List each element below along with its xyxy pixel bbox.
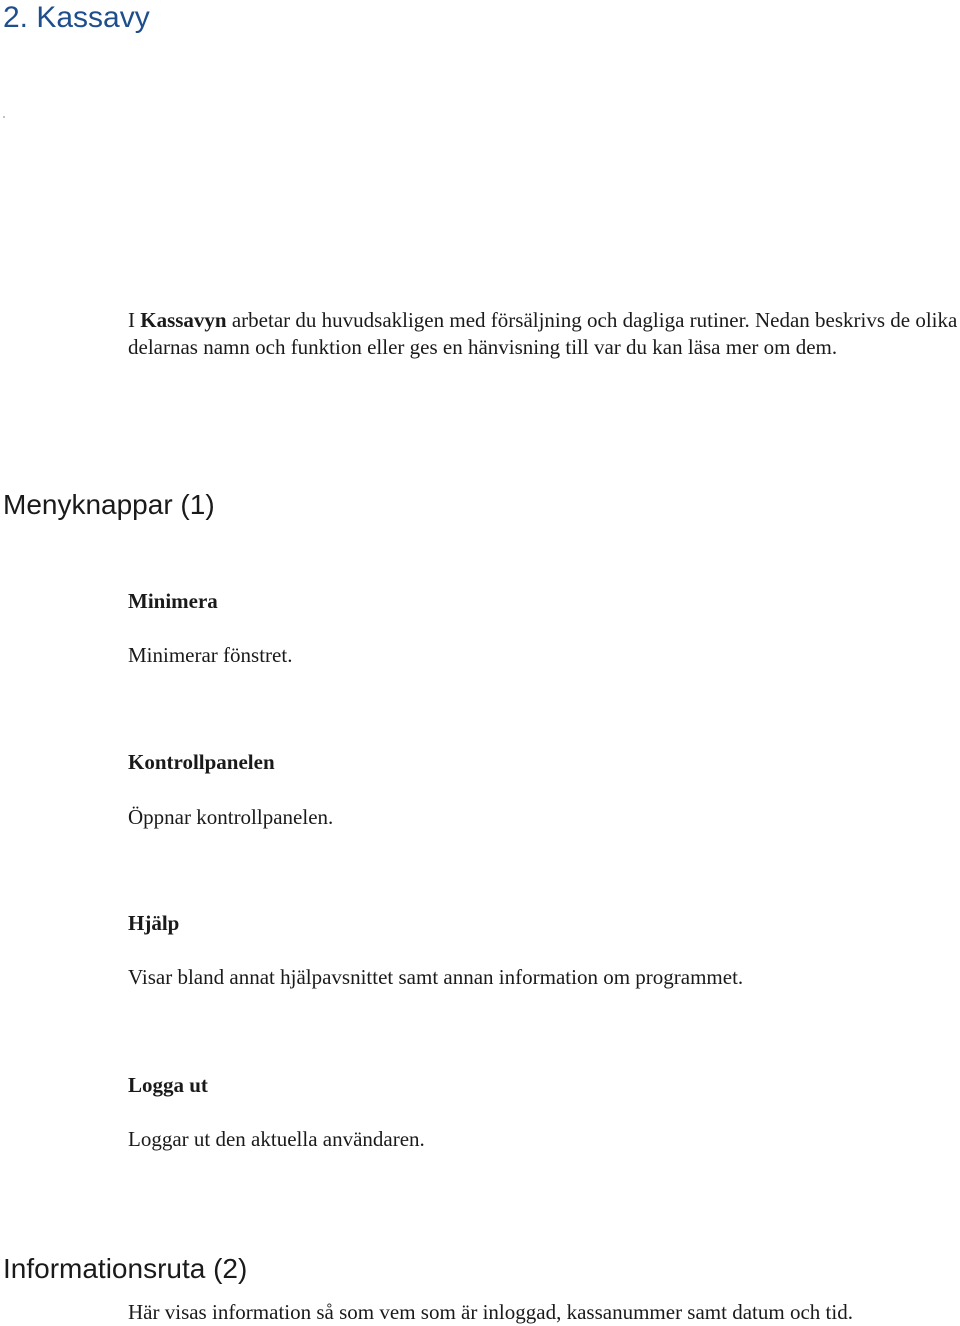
item-desc-informationsruta: Här visas information så som vem som är inloggad, kassanummer samt datum och tid.	[128, 1300, 853, 1324]
item-desc-hjalp: Visar bland annat hjälpavsnittet samt annan information om programmet.	[128, 965, 744, 989]
section-heading-informationsruta: Informationsruta (2)	[3, 1253, 248, 1284]
item-title-hjalp: Hjälp	[128, 911, 180, 935]
item-title-kontrollpanelen: Kontrollpanelen	[128, 750, 275, 774]
item-desc-minimera: Minimerar fönstret.	[128, 643, 293, 667]
intro-bold-term: Kassavyn	[140, 308, 227, 332]
item-desc-kontrollpanelen: Öppnar kontrollpanelen.	[128, 805, 334, 829]
stray-dot	[3, 116, 5, 118]
intro-text: arbetar du huvudsakligen med försäljning och dagliga rutiner. Nedan beskrivs de olika delarnas namn och funktion eller ges en hänvisning till var du kan läsa mer om dem.	[128, 308, 958, 359]
intro-paragraph	[128, 307, 958, 360]
item-title-minimera: Minimera	[128, 589, 218, 613]
section-heading-menyknappar: Menyknappar (1)	[3, 489, 215, 520]
intro-prefix: I	[128, 308, 141, 332]
item-title-logga-ut: Logga ut	[128, 1073, 208, 1097]
item-desc-logga-ut: Loggar ut den aktuella användaren.	[128, 1127, 425, 1151]
page-title: 2. Kassavy	[3, 1, 150, 34]
